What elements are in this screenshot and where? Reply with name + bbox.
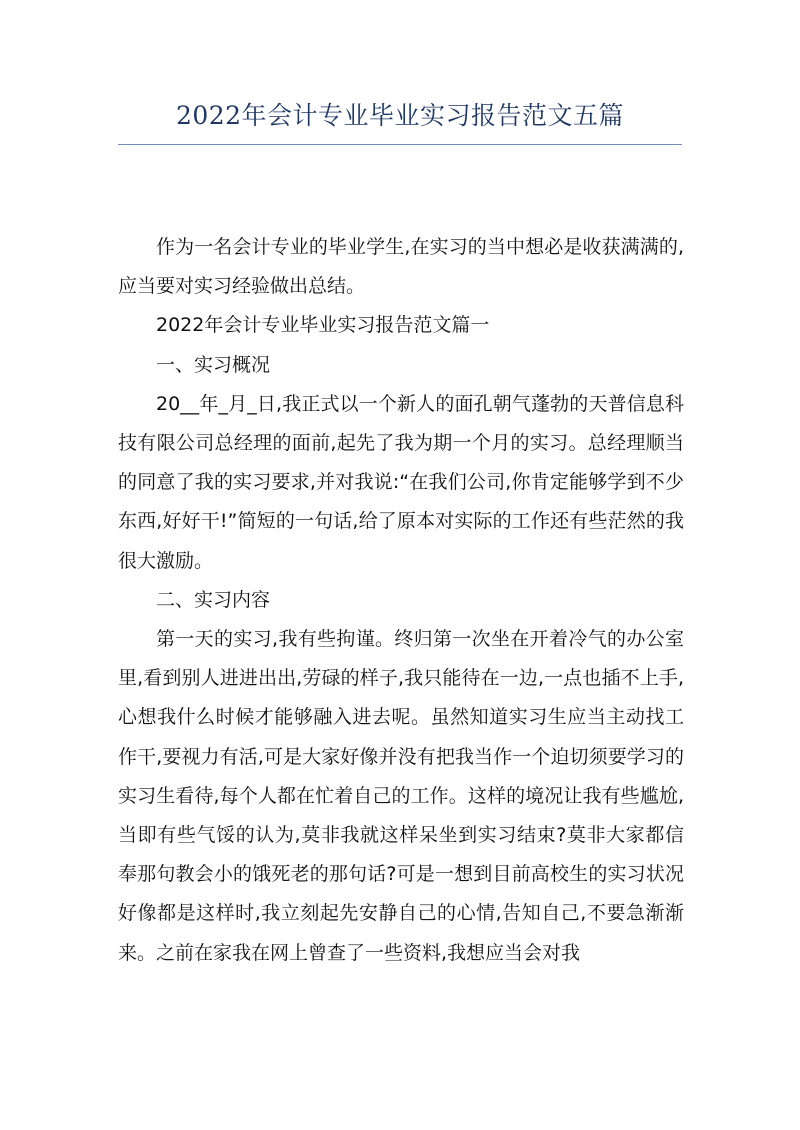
document-title: 2022年会计专业毕业实习报告范文五篇 bbox=[175, 101, 625, 130]
title-underline bbox=[118, 144, 682, 145]
section-heading-content: 二、实习内容 bbox=[156, 588, 271, 611]
section-heading-article-one: 2022年会计专业毕业实习报告范文篇一 bbox=[156, 314, 490, 337]
content-paragraph: 第一天的实习,我有些拘谨。终归第一次坐在开着冷气的办公室里,看到别人进进出出,劳碌的样子,我只能待在一边,一点也插不上手,心想我什么时候才能够融入进去呢。虽然知道实习生应当主动找工作干,要视力有活,可是大家好像并没有把我当作一个迫切须要学习的实习生看待,每个人都在忙着自己的工作。这样的境况让我有些尴尬,当即有些气馁的认为,莫非我就这样呆坐到实习结束?莫非大家都信奉那句教会小的饿死老的那句话?可是一想到目前高校生的实习状况好像都是这样时,我立刻起先安静自己的心情,告知自己,不要急渐渐来。之前在家我在网上曾查了一些资料,我想应当会对我 bbox=[118, 628, 684, 964]
intro-paragraph: 作为一名会计专业的毕业学生,在实习的当中想必是收获满满的,应当要对实习经验做出总结。 bbox=[118, 236, 684, 298]
document-body bbox=[118, 228, 684, 973]
overview-paragraph: 20__年_月_日,我正式以一个新人的面孔朝气蓬勃的天普信息科技有限公司总经理的面前,起先了我为期一个月的实习。总经理顺当的同意了我的实习要求,并对我说:“在我们公司,你肯定能够学到不少东西,好好干!”简短的一句话,给了原本对实际的工作还有些茫然的我很大激励。 bbox=[118, 392, 684, 572]
section-heading-overview: 一、实习概况 bbox=[156, 353, 271, 376]
